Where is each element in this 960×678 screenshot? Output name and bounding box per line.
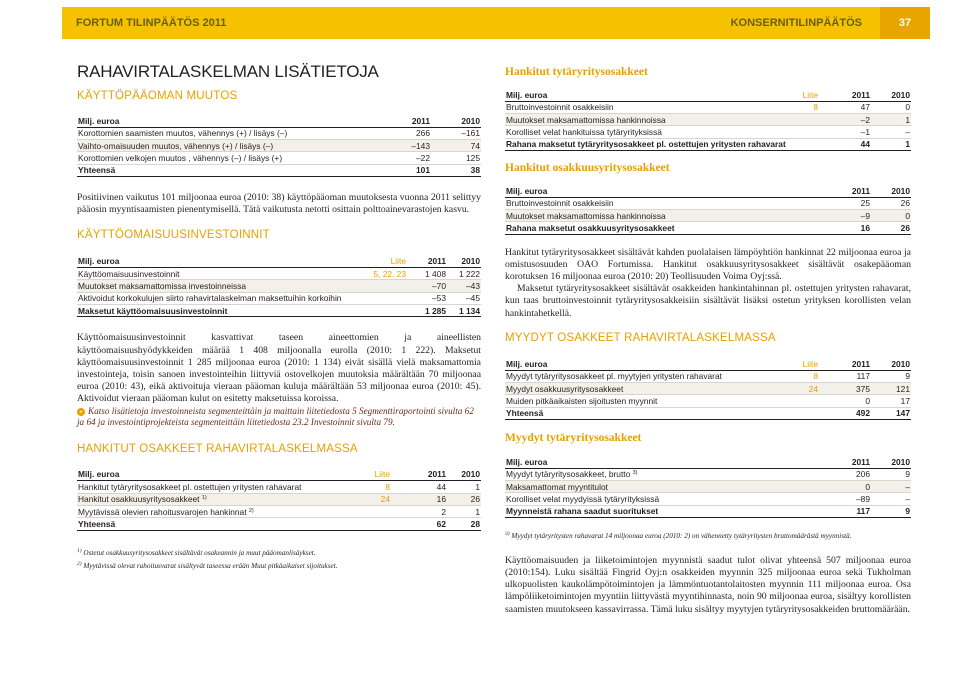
table-total-row — [77, 305, 481, 317]
row-label-text: Myytävissä olevien rahoitusvarojen hankinnat — [78, 506, 247, 517]
footnote-mark: 2) — [77, 560, 82, 567]
value-2011: 0 — [819, 395, 871, 407]
row-label: Vaihto-omaisuuden muutos, vähennys (+) / lisäys (–) — [77, 140, 381, 152]
value-2010: 0 — [871, 210, 911, 222]
col-2010: 2010 — [447, 255, 481, 267]
row-label: Muutokset maksamattomissa hankinnoissa — [505, 210, 819, 222]
value-2010: – — [871, 493, 911, 505]
total-2010: 1 134 — [447, 305, 481, 317]
col-note: Liite — [779, 358, 819, 370]
capex-note — [77, 406, 481, 429]
table-total-row — [77, 164, 481, 176]
value-2010: –45 — [447, 292, 481, 304]
row-note — [347, 292, 407, 304]
table-row — [505, 101, 911, 113]
table-row — [77, 127, 481, 139]
footnote-mark: 1) — [77, 547, 82, 554]
acquired-shares-table — [77, 469, 481, 531]
row-label — [77, 505, 351, 517]
value-2011: 25 — [819, 197, 871, 209]
value-2010: 26 — [447, 493, 481, 505]
value-2010: 17 — [871, 395, 911, 407]
total-2011: 117 — [819, 505, 871, 517]
total-2011: 492 — [819, 407, 871, 419]
row-note — [779, 114, 819, 126]
table-total-row — [505, 222, 911, 234]
table-row — [505, 114, 911, 126]
total-2011: 16 — [819, 222, 871, 234]
working-capital-text: Positiivinen vaikutus 101 miljoonaa euroa (2010: 38) käyttöpääoman muutoksesta vuonna 2011 selittyy pääosin myyntisaamisten pienentymisellä. Tätä vaikutusta netotti osittain polttoainevarastojen kasvu. — [77, 191, 481, 216]
col-2010: 2010 — [447, 469, 481, 481]
left-column — [77, 62, 481, 571]
value-2010: 1 — [447, 505, 481, 517]
table-row — [77, 292, 481, 304]
footnote-text: Myytävissä olevat rahoitusvarat sisältyvät taseessa erään Muut pitkäaikaiset sijoitukset. — [83, 561, 338, 570]
total-label: Rahana maksetut tytäryritysosakkeet pl. ostettujen yritysten rahavarat — [505, 138, 819, 150]
header-bar — [62, 7, 930, 39]
plus-icon: + — [79, 407, 83, 416]
col-note: Liite — [347, 255, 407, 267]
value-2010: – — [871, 126, 911, 138]
capex-text: Käyttöomaisuusinvestoinnit kasvattivat taseen aineettomien ja aineellisten käyttöomaisuushyödykkeiden määrää 1 408 miljoonalla eurolla (2010: 1 222). Maksetut käyttöomaisuusinvestoinnit 1 285 miljoonaa euroa (2010: 1 134) eivät sisällä vielä maksamattomia investointeja, toisin sanoen investointeihin liittyviä ostovelkojen muutoksia määrältään 70 miljoonaa euroa (2010: 43), eikä aktivoituja vieraan pääoman kuluja määrältään 53 miljoonaa euroa (2010: 45). Aktivoidut vieraan pääoman kulut on esitetty maksetuissa koroissa. — [77, 332, 481, 405]
footnote-1 — [77, 547, 481, 558]
total-2010: 1 — [871, 138, 911, 150]
row-note: 8 — [351, 481, 391, 493]
table-header — [77, 255, 481, 267]
total-2010: 9 — [871, 505, 911, 517]
value-2011: 47 — [819, 101, 871, 113]
table-row — [77, 140, 481, 152]
table-row — [77, 481, 481, 493]
row-label — [77, 493, 351, 505]
col-label: Milj. euroa — [505, 185, 819, 197]
footnote-3 — [505, 530, 911, 541]
row-label: Myydyt tytäryritysosakkeet pl. myytyjen yritysten rahavarat — [505, 370, 779, 382]
value-2010: 1 222 — [447, 268, 481, 280]
row-label: Korottomien velkojen muutos , vähennys (–) / lisäys (+) — [77, 152, 381, 164]
sold-shares-table — [505, 358, 911, 420]
value-2011: –53 — [407, 292, 447, 304]
acquisitions-text-1: Hankitut tytäryritysosakkeet sisältävät kahden puolalaisen lämpöyhtiön hankinnat 22 miljoonaa euroa ja omistusosuuden OAO Fortumissa. Hankitut osakkuusyritysosakkeet sisältävät osakepääoman korotuksen 16 miljoonaa euroa (2010: 20) Teollisuuden Voima Oyj:ssä. — [505, 246, 911, 283]
sold-subsidiaries-table — [505, 456, 911, 518]
row-note — [351, 505, 391, 517]
row-label: Aktivoidut korkokulujen siirto rahavirtalaskelman maksettuihin korkoihin — [77, 292, 347, 304]
row-label — [505, 480, 819, 492]
table-row — [77, 152, 481, 164]
col-label: Milj. euroa — [505, 89, 779, 101]
value-2011: –2 — [819, 114, 871, 126]
section-heading-acquired-associates: Hankitut osakkuusyritysosakkeet — [505, 161, 670, 174]
value-2010: 9 — [871, 468, 911, 480]
table-row — [505, 382, 911, 394]
row-label-text: Myydyt tytäryritysosakkeet, brutto — [506, 469, 631, 480]
row-label — [505, 468, 819, 480]
table-row — [505, 126, 911, 138]
row-label-text: Maksamattomat myyntitulot — [506, 481, 608, 492]
value-2011: –70 — [407, 280, 447, 292]
footnote-mark: 2) — [248, 507, 254, 514]
total-label: Yhteensä — [77, 518, 351, 530]
row-note: 8 — [779, 101, 819, 113]
header-left-title: FORTUM TILINPÄÄTÖS 2011 — [76, 17, 227, 29]
col-2011: 2011 — [391, 469, 447, 481]
row-label: Bruttoinvestoinnit osakkeisiin — [505, 101, 779, 113]
table-row — [77, 493, 481, 505]
row-label — [505, 493, 819, 505]
table-row — [77, 268, 481, 280]
col-2011: 2011 — [819, 185, 871, 197]
col-note: Liite — [351, 469, 391, 481]
total-label: Myynneistä rahana saadut suoritukset — [505, 505, 819, 517]
value-2010: 121 — [871, 382, 911, 394]
total-2011: 62 — [391, 518, 447, 530]
col-2010: 2010 — [871, 89, 911, 101]
section-heading-sold-subsidiaries: Myydyt tytäryritysosakkeet — [505, 431, 642, 444]
footnote-mark: 1) — [201, 495, 207, 502]
col-label: Milj. euroa — [77, 255, 347, 267]
value-2010: –43 — [447, 280, 481, 292]
table-total-row — [505, 407, 911, 419]
row-note: 24 — [351, 493, 391, 505]
divestments-text: Käyttöomaisuuden ja liiketoimintojen myynnistä saadut tulot olivat yhteensä 507 miljoonaa euroa (2010:154). Luku sisältää Fingrid Oyj:n osakkeiden myynnin 325 miljoonaa euroa sekä Tukholman ulkopuolisten kaukolämpötoimintojen ja lämmöntuotantolaitosten myynnin 111 miljoonaa euroa. Osa lämpöliiketoimintojen myyntiin liittyvästä myyntihinnasta, noin 90 miljoonaa euroa, sisältyy korollisten saamisten muutokseen kassavirrassa. Tämä luku sisältyy myytyjen tytäryritysosakkeiden bruttomäärään. — [505, 554, 911, 615]
col-2011: 2011 — [407, 255, 447, 267]
col-label: Milj. euroa — [505, 358, 779, 370]
row-label: Korolliset velat hankituissa tytäryrityksissä — [505, 126, 779, 138]
table-header — [77, 115, 481, 127]
col-2011: 2011 — [819, 89, 871, 101]
right-column — [505, 66, 911, 616]
table-row — [505, 395, 911, 407]
section-heading-working-capital: KÄYTTÖPÄÄOMAN MUUTOS — [77, 90, 238, 102]
table-row — [505, 197, 911, 209]
value-2010: 26 — [871, 197, 911, 209]
row-label-text: Korolliset velat myydyissä tytäryrityksissä — [506, 493, 660, 504]
value-2011: 0 — [819, 480, 871, 492]
section-heading-capex: KÄYTTÖOMAISUUSINVESTOINNIT — [77, 229, 270, 242]
section-heading-acquired-subsidiaries: Hankitut tytäryritysosakkeet — [505, 66, 648, 78]
value-2010: – — [871, 480, 911, 492]
col-2010: 2010 — [871, 185, 911, 197]
row-label: Hankitut tytäryritysosakkeet pl. ostettujen yritysten rahavarat — [77, 481, 351, 493]
total-2011: 1 285 — [407, 305, 447, 317]
row-note: 24 — [779, 382, 819, 394]
col-2010: 2010 — [871, 358, 911, 370]
table-total-row — [505, 138, 911, 150]
col-label: Milj. euroa — [77, 115, 381, 127]
value-2011: 16 — [391, 493, 447, 505]
table-row — [505, 210, 911, 222]
acquired-subsidiaries-table — [505, 89, 911, 151]
total-label: Maksetut käyttöomaisuusinvestoinnit — [77, 305, 347, 317]
row-label: Myydyt osakkuusyritysosakkeet — [505, 382, 779, 394]
col-label: Milj. euroa — [77, 469, 351, 481]
value-2011: 375 — [819, 382, 871, 394]
footnote-text: Myydyt tytäryritysten rahavarat 14 miljoonaa euroa (2010: 2) on vähennetty tytäryritysten bruttomäärästä myynnistä. — [511, 531, 852, 540]
value-2011: 1 408 — [407, 268, 447, 280]
col-label: Milj. euroa — [505, 456, 819, 468]
capex-table — [77, 255, 481, 317]
capex-note-text: Katso lisätietoja investoinneista segmenteittäin ja maittain liitetiedosta 5 Segmenttiraportointi sivulta 62 ja 64 ja investointiprojekteista segmenteittäin liitetiedosta 23.2 Investoinnit sivulta 79. — [77, 405, 474, 428]
row-note — [347, 280, 407, 292]
footnote-2 — [77, 560, 481, 571]
value-2010: 9 — [871, 370, 911, 382]
value-2011: –143 — [381, 140, 431, 152]
value-2011: 44 — [391, 481, 447, 493]
total-label: Yhteensä — [505, 407, 779, 419]
acquisitions-text-2: Maksetut tytäryritysosakkeet sisältävät osakkeiden hankintahinnan pl. ostettujen yritysten rahavarat, kun taas bruttoinvestoinnit tytäryritysosakkeisiin sisältävät lisäksi ostetun yrityksen korollisten velan hankintahetkellä. — [505, 283, 911, 319]
table-total-row — [77, 518, 481, 530]
working-capital-table — [77, 115, 481, 177]
value-2011: 2 — [391, 505, 447, 517]
value-2011: –1 — [819, 126, 871, 138]
table-header — [505, 456, 911, 468]
value-2011: –9 — [819, 210, 871, 222]
col-2011: 2011 — [381, 115, 431, 127]
table-row — [505, 468, 911, 480]
table-header — [505, 358, 911, 370]
col-2010: 2010 — [871, 456, 911, 468]
total-note — [779, 407, 819, 419]
row-label: Muutokset maksamattomissa investoinneissa — [77, 280, 347, 292]
header-section-title: KONSERNITILINPÄÄTÖS — [730, 17, 862, 29]
row-note: 8 — [779, 370, 819, 382]
total-2010: 38 — [431, 164, 481, 176]
total-2010: 28 — [447, 518, 481, 530]
total-2010: 26 — [871, 222, 911, 234]
table-row — [77, 280, 481, 292]
total-2010: 147 — [871, 407, 911, 419]
row-note — [779, 126, 819, 138]
value-2010: 1 — [447, 481, 481, 493]
value-2011: 266 — [381, 127, 431, 139]
col-2011: 2011 — [819, 456, 871, 468]
value-2011: –89 — [819, 493, 871, 505]
acquired-associates-table — [505, 185, 911, 235]
row-label: Muiden pitkäaikaisten sijoitusten myynnit — [505, 395, 779, 407]
total-label: Rahana maksetut osakkuusyritysosakkeet — [505, 222, 819, 234]
col-note: Liite — [779, 89, 819, 101]
col-2010: 2010 — [431, 115, 481, 127]
row-note — [779, 395, 819, 407]
col-2011: 2011 — [819, 358, 871, 370]
footnote-mark: 3) — [505, 530, 510, 537]
value-2011: 206 — [819, 468, 871, 480]
value-2010: 0 — [871, 101, 911, 113]
footnote-text: Ostetut osakkuusyritysosakkeet sisältävät osakeannin ja muut pääomanlisäykset. — [83, 548, 316, 557]
page-number: 37 — [880, 7, 930, 39]
table-row — [77, 505, 481, 517]
value-2010: 1 — [871, 114, 911, 126]
total-2011: 101 — [381, 164, 431, 176]
footnote-mark: 3) — [632, 470, 638, 477]
value-2011: –22 — [381, 152, 431, 164]
table-total-row — [505, 505, 911, 517]
total-note — [351, 518, 391, 530]
value-2010: –161 — [431, 127, 481, 139]
table-header — [505, 185, 911, 197]
section-heading-sold-shares: MYYDYT OSAKKEET RAHAVIRTALASKELMASSA — [505, 331, 776, 344]
value-2011: 117 — [819, 370, 871, 382]
value-2010: 74 — [431, 140, 481, 152]
row-label: Korottomien saamisten muutos, vähennys (+) / lisäys (–) — [77, 127, 381, 139]
table-row — [505, 480, 911, 492]
row-label: Käyttöomaisuusinvestoinnit — [77, 268, 347, 280]
row-label-text: Hankitut osakkuusyritysosakkeet — [78, 494, 200, 505]
section-heading-acquired-shares: HANKITUT OSAKKEET RAHAVIRTALASKELMASSA — [77, 442, 358, 455]
row-label: Muutokset maksamattomissa hankinnoissa — [505, 114, 779, 126]
row-label: Bruttoinvestoinnit osakkeisiin — [505, 197, 819, 209]
total-2011: 44 — [819, 138, 871, 150]
total-note — [347, 305, 407, 317]
table-row — [505, 370, 911, 382]
page-title: RAHAVIRTALASKELMAN LISÄTIETOJA — [77, 62, 379, 81]
table-header — [77, 469, 481, 481]
value-2010: 125 — [431, 152, 481, 164]
row-note: 5, 22, 23 — [347, 268, 407, 280]
table-row — [505, 493, 911, 505]
table-header — [505, 89, 911, 101]
total-label: Yhteensä — [77, 164, 381, 176]
